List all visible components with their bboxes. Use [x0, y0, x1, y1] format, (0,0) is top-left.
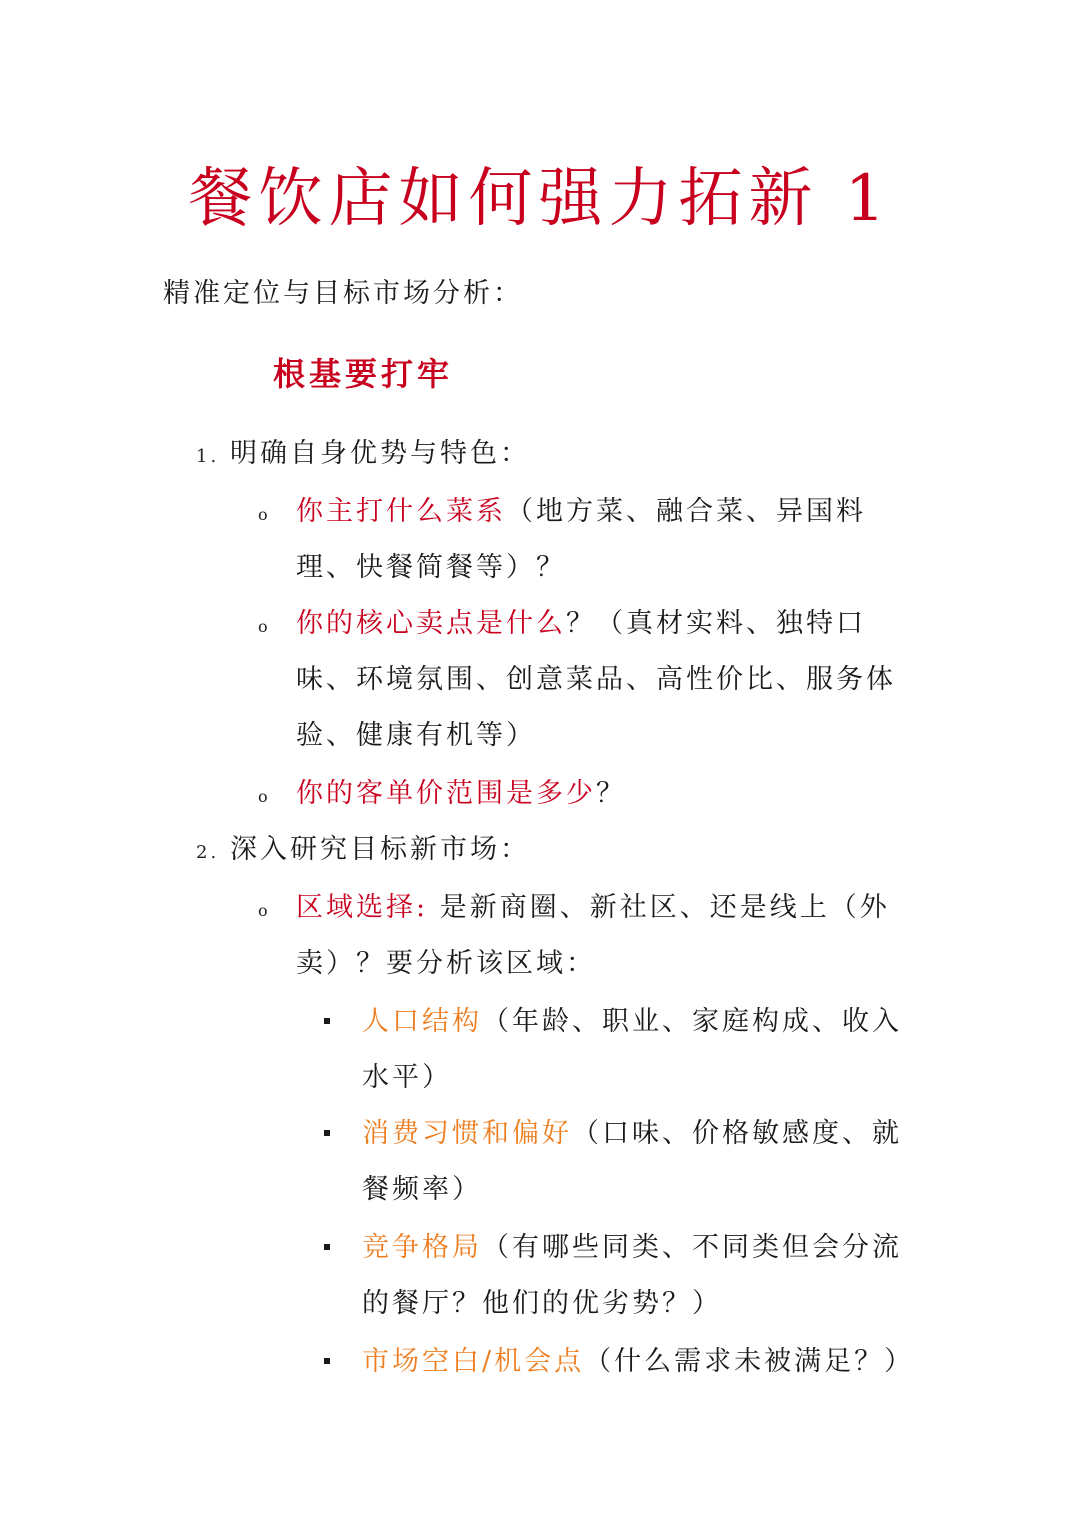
subitem-highlight: 竞争格局 [362, 1232, 482, 1263]
square-bullet-icon [324, 1130, 330, 1136]
sub-list-item [324, 994, 918, 1106]
item-highlight: 区域选择: [296, 892, 429, 923]
circle-bullet-icon: o [258, 787, 271, 806]
list-item [258, 766, 918, 822]
item-text: ？（真材实料、独特口味、环境氛围、创意菜品、高性价比、服务体验、健康有机等） [296, 608, 896, 751]
item-highlight: 你主打什么菜系 [296, 496, 506, 527]
subitem-highlight: 人口结构 [362, 1006, 482, 1037]
circle-bullet-icon: o [258, 505, 271, 524]
section-subtitle: 精准定位与目标市场分析： [163, 278, 523, 309]
subitem-highlight: 市场空白/机会点 [362, 1346, 585, 1377]
subitem-text: （年龄、职业、家庭构成、收入水平） [362, 1006, 902, 1093]
circle-bullet-icon: o [258, 617, 271, 636]
document-title: 餐饮店如何强力拓新 1 [188, 162, 892, 236]
section-1-number: 1. [196, 446, 220, 467]
item-highlight: 你的客单价范围是多少 [296, 778, 596, 809]
sub-list-item [324, 1334, 918, 1390]
list-item [258, 484, 918, 596]
sub-list-item [324, 1106, 918, 1218]
item-text: （地方菜、融合菜、异国料理、快餐简餐等）？ [296, 496, 866, 583]
section-2-title: 深入研究目标新市场： [230, 834, 530, 865]
list-item [258, 880, 918, 992]
section-1-title: 明确自身优势与特色： [230, 438, 530, 469]
subitem-highlight: 消费习惯和偏好 [362, 1118, 572, 1149]
item-text: ？ [596, 778, 626, 809]
item-text: 是新商圈、新社区、还是线上（外卖）？要分析该区域： [296, 892, 890, 979]
square-bullet-icon [324, 1244, 330, 1250]
section-1-heading [196, 430, 530, 481]
item-highlight: 你的核心卖点是什么 [296, 608, 566, 639]
square-bullet-icon [324, 1018, 330, 1024]
square-bullet-icon [324, 1358, 330, 1364]
subitem-text: （口味、价格敏感度、就餐频率） [362, 1118, 902, 1205]
tagline: 根基要打牢 [273, 355, 454, 393]
section-2-heading [196, 826, 530, 877]
list-item [258, 596, 918, 764]
circle-bullet-icon: o [258, 901, 271, 920]
sub-list-item [324, 1220, 918, 1332]
subitem-text: （有哪些同类、不同类但会分流的餐厅？他们的优劣势？） [362, 1232, 902, 1319]
section-2-number: 2. [196, 842, 220, 863]
subitem-text: （什么需求未被满足？） [584, 1346, 915, 1377]
